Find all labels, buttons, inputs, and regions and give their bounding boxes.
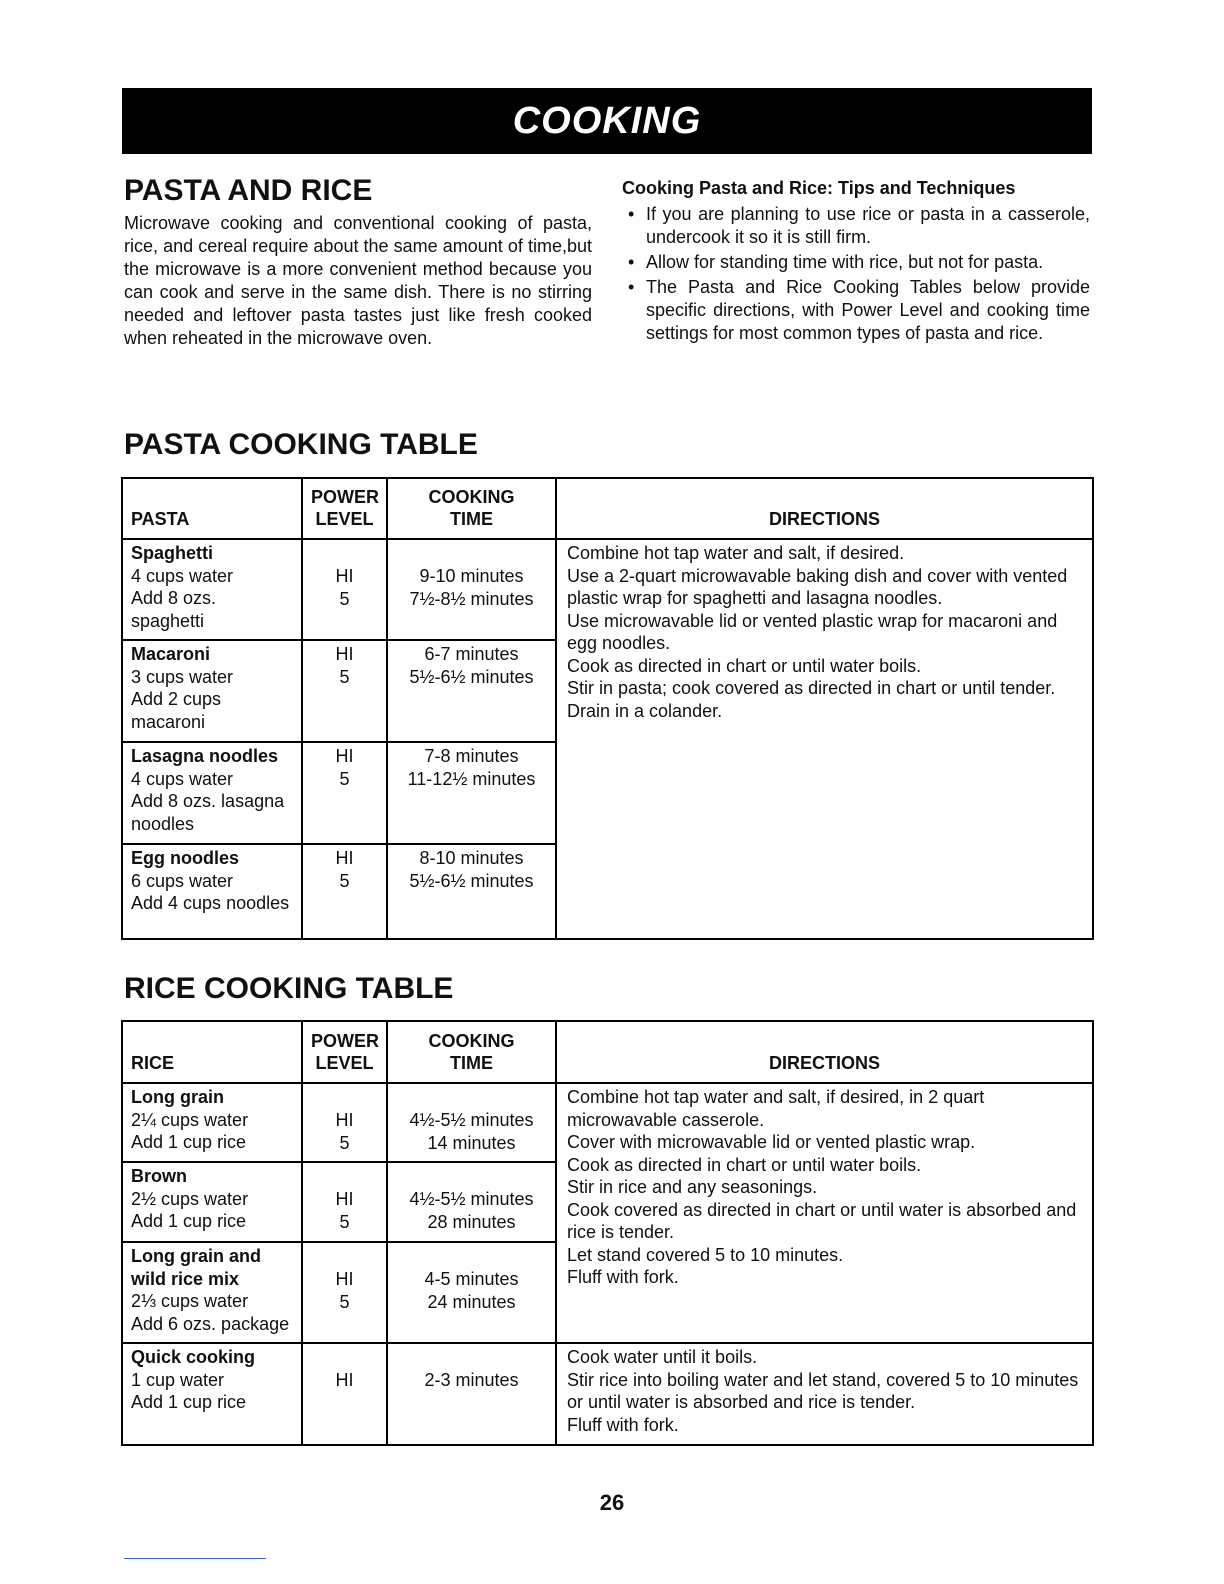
item-cell <box>122 1242 302 1343</box>
power-value: HI <box>335 1370 354 1390</box>
direction-line: Let stand covered 5 to 10 minutes. <box>567 1244 844 1265</box>
power-cell <box>302 539 387 640</box>
direction-line: Use a 2-quart microwavable baking dish and cover with vented plastic wrap for spaghetti and lasagna noodles. <box>567 565 1068 608</box>
table-row <box>122 1083 1093 1162</box>
directions-cell <box>556 1083 1093 1343</box>
time-value: 28 minutes <box>427 1211 516 1232</box>
power-value: 5 <box>339 870 350 891</box>
direction-line: Cook covered as directed in chart or until water is absorbed and rice is tender. <box>567 1199 1077 1242</box>
time-value: 5½-6½ minutes <box>409 666 534 687</box>
direction-line: Combine hot tap water and salt, if desired. <box>567 543 905 563</box>
time-cell <box>387 1343 556 1445</box>
pasta-and-rice-heading: PASTA AND RICE <box>124 174 373 207</box>
time-value: 9-10 minutes <box>419 566 524 586</box>
banner-title: COOKING <box>512 100 702 142</box>
item-name: Long grain and <box>131 1246 261 1266</box>
item-cell <box>122 742 302 844</box>
item-name: Macaroni <box>131 644 211 664</box>
item-name: Long grain <box>131 1087 224 1107</box>
item-detail: 2¼ cups water <box>131 1109 249 1130</box>
item-cell <box>122 1162 302 1242</box>
item-detail: 1 cup water <box>131 1369 225 1390</box>
time-cell <box>387 1242 556 1343</box>
tips-list <box>626 203 1090 347</box>
item-detail: Add 6 ozs. package <box>131 1313 290 1334</box>
direction-line: Use microwavable lid or vented plastic wrap for macaroni and egg noodles. <box>567 610 1058 653</box>
item-name: Quick cooking <box>131 1347 256 1367</box>
table-header-row <box>122 1021 1093 1083</box>
direction-line: Cover with microwavable lid or vented plastic wrap. <box>567 1132 976 1152</box>
item-detail: Add 8 ozs. lasagna <box>131 791 285 811</box>
power-cell <box>302 640 387 742</box>
header-line: POWER <box>311 487 380 507</box>
time-value: 24 minutes <box>427 1291 516 1312</box>
time-cell <box>387 640 556 742</box>
item-name: Lasagna noodles <box>131 746 279 766</box>
power-cell <box>302 1162 387 1242</box>
item-detail: 2⅓ cups water <box>131 1291 249 1311</box>
tip-item: • Allow for standing time with rice, but not for pasta. <box>626 251 1090 274</box>
power-value: HI <box>335 1189 354 1209</box>
pasta-table-heading: PASTA COOKING TABLE <box>124 428 478 461</box>
power-value: HI <box>335 1110 354 1130</box>
item-cell <box>122 1083 302 1162</box>
item-detail: 4 cups water <box>131 565 234 586</box>
col-header-cooking-time <box>387 1021 556 1083</box>
item-detail: macaroni <box>131 711 206 732</box>
item-name: Brown <box>131 1166 187 1186</box>
power-cell <box>302 742 387 844</box>
item-detail: Add 4 cups noodles <box>131 893 290 913</box>
col-header-pasta: PASTA <box>122 478 302 539</box>
direction-line: Cook as directed in chart or until water boils. <box>567 655 922 676</box>
item-detail: 3 cups water <box>131 666 234 687</box>
power-cell <box>302 1083 387 1162</box>
time-value: 6-7 minutes <box>424 644 519 664</box>
direction-line: Cook water until it boils. <box>567 1347 758 1367</box>
rice-cooking-table <box>121 1020 1094 1446</box>
page-number: 26 <box>599 1490 625 1515</box>
table-row <box>122 1343 1093 1445</box>
power-value: 5 <box>339 666 350 687</box>
header-line: COOKING <box>428 487 515 507</box>
table-row <box>122 539 1093 640</box>
power-value: HI <box>335 566 354 586</box>
time-value: 7-8 minutes <box>424 746 519 766</box>
tip-item: • The Pasta and Rice Cooking Tables below provide specific directions, with Power Level and cooking time settings for most common types of pasta and rice. <box>626 276 1090 345</box>
table-header-row <box>122 478 1093 539</box>
item-detail: noodles <box>131 813 195 834</box>
col-header-directions: DIRECTIONS <box>556 1021 1093 1083</box>
time-cell <box>387 1083 556 1162</box>
directions-cell <box>556 539 1093 939</box>
time-value: 14 minutes <box>427 1132 516 1153</box>
time-value: 4-5 minutes <box>424 1269 519 1289</box>
item-cell <box>122 539 302 640</box>
time-value: 8-10 minutes <box>419 848 524 868</box>
item-cell <box>122 1343 302 1445</box>
item-detail: Add 1 cup rice <box>131 1211 247 1231</box>
power-value: HI <box>335 1269 354 1289</box>
time-value: 4½-5½ minutes <box>409 1110 534 1130</box>
pasta-cooking-table <box>121 477 1094 940</box>
header-line: LEVEL <box>315 509 374 529</box>
power-value: 5 <box>339 588 350 609</box>
footer-divider <box>124 1558 266 1559</box>
header-line: POWER <box>311 1031 380 1051</box>
power-cell <box>302 1242 387 1343</box>
direction-line: Fluff with fork. <box>567 1267 679 1287</box>
time-value: 7½-8½ minutes <box>409 588 534 609</box>
intro-paragraph: Microwave cooking and conventional cooking of pasta, rice, and cereal require about the same amount of time,but the microwave is a more convenient method because you can cook and serve in the same dish. There is no stirring needed and leftover pasta tastes just like fresh cooked when reheated in the microwave oven. <box>124 213 592 348</box>
power-value: 5 <box>339 1132 350 1153</box>
item-detail: 6 cups water <box>131 870 234 891</box>
direction-line: Stir in pasta; cook covered as directed in chart or until tender. <box>567 678 1056 698</box>
header-line: TIME <box>450 509 493 529</box>
direction-line: Combine hot tap water and salt, if desired, in 2 quart microwavable casserole. <box>567 1087 985 1130</box>
item-detail: Add 1 cup rice <box>131 1132 247 1152</box>
power-value: 5 <box>339 1291 350 1312</box>
time-cell <box>387 742 556 844</box>
item-detail: spaghetti <box>131 610 205 631</box>
col-header-cooking-time <box>387 478 556 539</box>
header-line: TIME <box>450 1053 493 1073</box>
col-header-power-level <box>302 1021 387 1083</box>
item-detail: 2½ cups water <box>131 1188 249 1209</box>
header-line: LEVEL <box>315 1053 374 1073</box>
item-cell <box>122 844 302 939</box>
power-value: HI <box>335 746 354 766</box>
direction-line: Fluff with fork. <box>567 1414 679 1435</box>
time-value: 4½-5½ minutes <box>409 1189 534 1209</box>
rice-table-heading: RICE COOKING TABLE <box>124 972 454 1005</box>
section-banner <box>122 88 1092 154</box>
col-header-directions: DIRECTIONS <box>556 478 1093 539</box>
time-value: 11-12½ minutes <box>407 768 536 789</box>
direction-line: Drain in a colander. <box>567 700 723 721</box>
time-cell <box>387 1162 556 1242</box>
tips-heading: Cooking Pasta and Rice: Tips and Techniques <box>622 178 1016 198</box>
direction-line: Cook as directed in chart or until water boils. <box>567 1154 922 1175</box>
power-value: HI <box>335 644 354 664</box>
col-header-rice: RICE <box>122 1021 302 1083</box>
time-value: 2-3 minutes <box>424 1370 519 1390</box>
header-line: COOKING <box>428 1031 515 1051</box>
time-cell <box>387 844 556 939</box>
power-value: 5 <box>339 768 350 789</box>
item-detail: 4 cups water <box>131 768 234 789</box>
tip-item: • If you are planning to use rice or pasta in a casserole, undercook it so it is still firm. <box>626 203 1090 249</box>
item-name: Egg noodles <box>131 848 239 868</box>
item-detail: Add 1 cup rice <box>131 1392 247 1412</box>
item-name: Spaghetti <box>131 543 214 563</box>
time-value: 5½-6½ minutes <box>409 870 534 891</box>
power-value: 5 <box>339 1211 350 1232</box>
col-header-power-level <box>302 478 387 539</box>
direction-line: Stir rice into boiling water and let stand, covered 5 to 10 minutes or until water is absorbed and rice is tender. <box>567 1369 1079 1412</box>
item-name: wild rice mix <box>131 1268 240 1289</box>
item-detail: Add 8 ozs. <box>131 588 217 608</box>
directions-cell <box>556 1343 1093 1445</box>
item-cell <box>122 640 302 742</box>
time-cell <box>387 539 556 640</box>
power-value: HI <box>335 848 354 868</box>
direction-line: Stir in rice and any seasonings. <box>567 1177 818 1197</box>
power-cell <box>302 844 387 939</box>
item-detail: Add 2 cups <box>131 689 222 709</box>
power-cell <box>302 1343 387 1445</box>
